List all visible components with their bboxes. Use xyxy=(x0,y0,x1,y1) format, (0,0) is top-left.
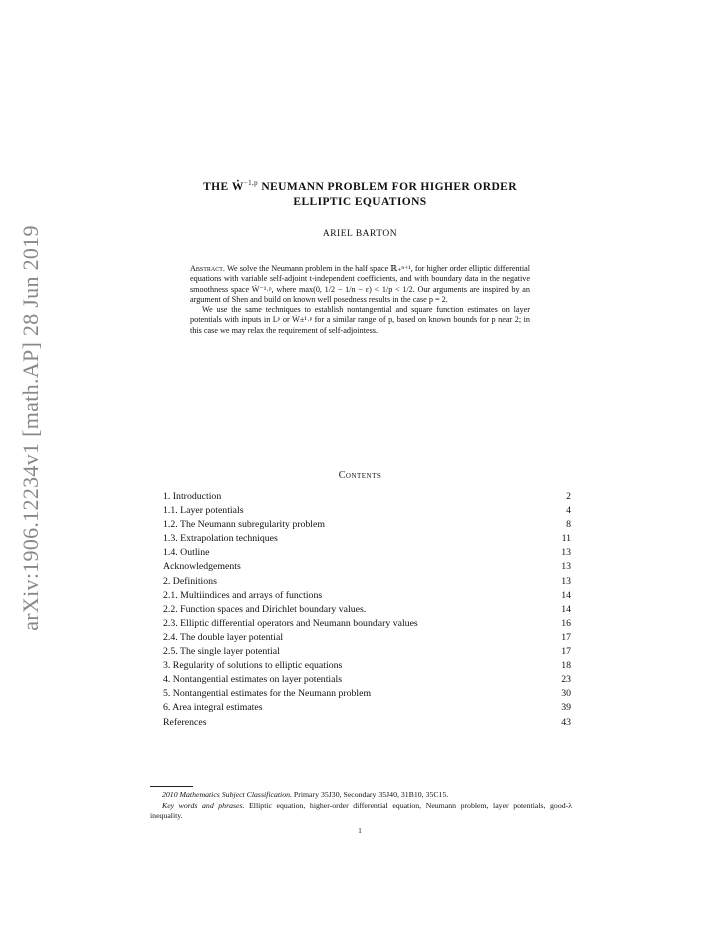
toc-entry[interactable] xyxy=(163,504,571,518)
msc-label: 2010 Mathematics Subject Classification. xyxy=(162,790,292,799)
toc-entry-label: 2.2. Function spaces and Dirichlet boundary values. xyxy=(163,603,367,615)
toc-entry-label: 1.3. Extrapolation techniques xyxy=(163,533,278,545)
toc-entry-page: 43 xyxy=(561,716,571,728)
toc-entry[interactable] xyxy=(163,603,571,617)
toc-entry-page: 39 xyxy=(561,702,571,714)
title-line-1-rest: NEUMANN PROBLEM FOR HIGHER ORDER xyxy=(261,180,517,193)
title-prefix: THE xyxy=(203,180,229,193)
footnote-keywords xyxy=(150,801,572,822)
toc-entry-page: 14 xyxy=(561,589,571,601)
toc-entry-label: 6. Area integral estimates xyxy=(163,702,263,714)
abstract-text-1: We solve the Neumann problem in the half space ℝ₊ⁿ⁺¹, for higher order elliptic differential equations with variable self-adjoint t-independent coefficients, and with boundary data in the negative smoothness space Ẇ⁻¹˒ᵖ, where max(0, 1/2 − 1/n − ε) < 1/p < 1/2. Our arguments are inspired by an argument of Shen and build on known well posedness results in the case p = 2. xyxy=(190,264,531,304)
keywords-label: Key words and phrases. xyxy=(162,800,245,810)
toc-entry-page: 13 xyxy=(561,561,571,573)
footnotes xyxy=(150,790,572,822)
toc-entry[interactable] xyxy=(163,560,571,574)
page-number: 1 xyxy=(358,826,362,835)
toc-entry[interactable] xyxy=(163,518,571,532)
toc-entry-page: 13 xyxy=(561,547,571,559)
toc-entry[interactable] xyxy=(163,659,571,673)
toc-entry-label: Acknowledgements xyxy=(163,561,241,573)
toc-entry-page: 2 xyxy=(566,491,571,502)
footnote-rule xyxy=(150,786,193,787)
toc-entry[interactable] xyxy=(163,490,571,504)
toc-entry[interactable] xyxy=(163,631,571,645)
table-of-contents xyxy=(163,490,571,730)
toc-entry[interactable] xyxy=(163,673,571,687)
toc-entry-page: 8 xyxy=(566,519,571,531)
toc-entry-page: 11 xyxy=(561,533,571,545)
toc-entry[interactable] xyxy=(163,546,571,560)
title-symbol-sup: −1,p xyxy=(243,179,259,187)
toc-entry[interactable] xyxy=(163,716,571,730)
toc-entry[interactable] xyxy=(163,532,571,546)
abstract-label: Abstract. xyxy=(190,264,225,273)
toc-entry-label: 1.4. Outline xyxy=(163,547,210,559)
arxiv-id-text: arXiv:1906.12234v1 [math.AP] 28 Jun 2019 xyxy=(18,225,43,631)
keywords-text: Elliptic equation, higher-order differential equation, Neumann problem, layer potentials, good-λ inequality. xyxy=(150,800,572,821)
paper-title xyxy=(0,176,720,210)
title-line-2: ELLIPTIC EQUATIONS xyxy=(293,195,427,208)
author-name: ARIEL BARTON xyxy=(322,229,398,239)
title-symbol: Ẇ xyxy=(231,180,244,193)
contents-heading: Contents xyxy=(338,470,382,481)
toc-entry-label: 1. Introduction xyxy=(163,491,222,502)
title-line-1 xyxy=(0,176,720,195)
toc-entry-label: References xyxy=(163,716,207,728)
toc-entry[interactable] xyxy=(163,617,571,631)
toc-entry-label: 2.5. The single layer potential xyxy=(163,646,280,658)
toc-entry-label: 1.1. Layer potentials xyxy=(163,505,244,517)
toc-entry-label: 4. Nontangential estimates on layer potentials xyxy=(163,674,343,686)
toc-entry[interactable] xyxy=(163,575,571,589)
arxiv-side-stamp xyxy=(16,213,46,643)
abstract-paragraph-2: We use the same techniques to establish nontangential and square function estimates on layer potentials with inputs in Lᵖ or Ẇ±¹˒ᵖ for a similar range of p, based on known bounds for p near 2; in this case we may relax the requirement of self-adjointess. xyxy=(190,305,530,335)
toc-entry-page: 4 xyxy=(566,505,571,517)
toc-entry[interactable] xyxy=(163,589,571,603)
footnote-msc xyxy=(150,790,572,801)
toc-entry-page: 13 xyxy=(561,575,571,587)
abstract xyxy=(190,264,530,336)
toc-entry-label: 2.1. Multiindices and arrays of functions xyxy=(163,589,323,601)
toc-entry-page: 23 xyxy=(561,674,571,686)
toc-entry-label: 2. Definitions xyxy=(163,575,217,587)
toc-entry-label: 3. Regularity of solutions to elliptic equations xyxy=(163,660,343,672)
toc-entry-page: 16 xyxy=(561,617,571,629)
toc-entry-label: 1.2. The Neumann subregularity problem xyxy=(163,519,325,531)
toc-entry-page: 17 xyxy=(561,646,571,658)
toc-entry-label: 2.4. The double layer potential xyxy=(163,631,284,643)
toc-entry[interactable] xyxy=(163,687,571,701)
abstract-paragraph-1 xyxy=(190,264,530,305)
toc-entry-page: 14 xyxy=(561,603,571,615)
toc-entry-page: 17 xyxy=(561,631,571,643)
toc-entry-page: 30 xyxy=(561,688,571,700)
toc-entry[interactable] xyxy=(163,701,571,715)
toc-entry-label: 2.3. Elliptic differential operators and Neumann boundary values xyxy=(163,617,418,629)
toc-entry-label: 5. Nontangential estimates for the Neumann problem xyxy=(163,688,372,700)
msc-text: Primary 35J30, Secondary 35J40, 31B10, 35C15. xyxy=(293,790,449,799)
toc-entry[interactable] xyxy=(163,645,571,659)
toc-entry-page: 18 xyxy=(561,660,571,672)
